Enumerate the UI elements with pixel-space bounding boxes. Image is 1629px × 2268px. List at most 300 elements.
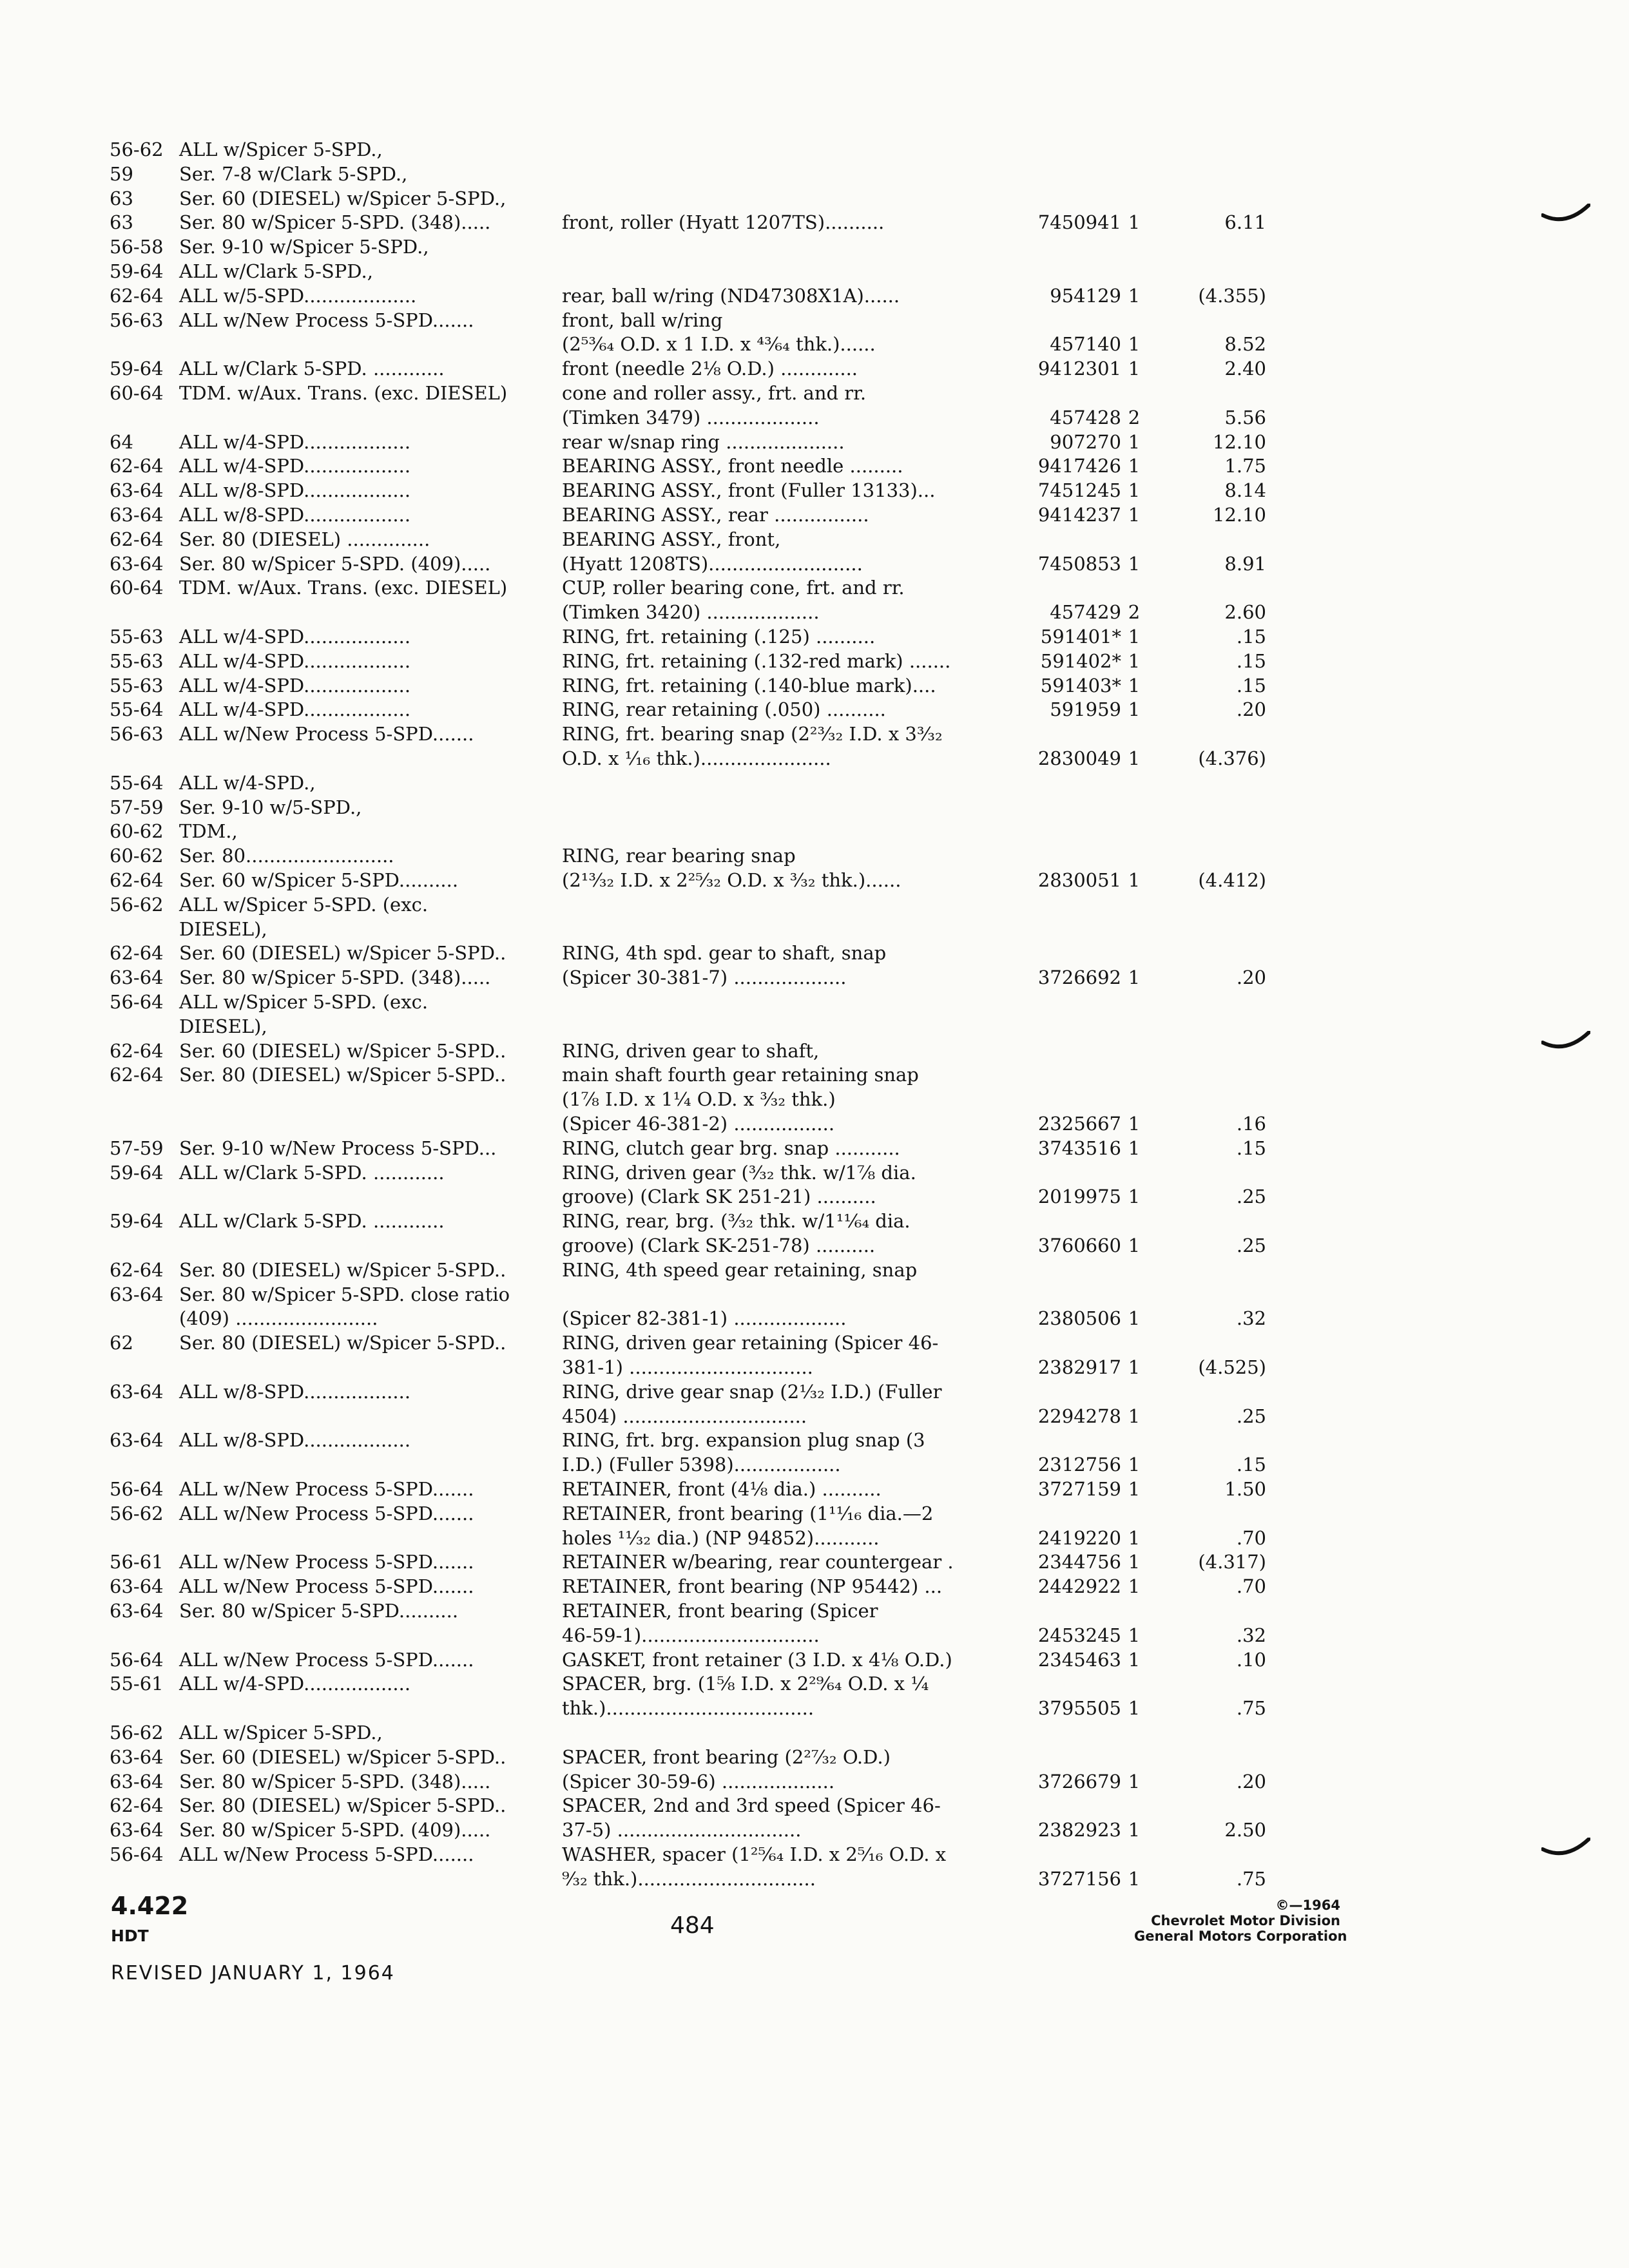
row-price: .15 bbox=[1236, 1137, 1266, 1159]
row-description: RETAINER, front bearing (NP 95442) ... bbox=[562, 1575, 943, 1598]
parts-row bbox=[0, 1549, 1629, 1575]
row-part-number: 7450941 bbox=[1037, 211, 1121, 234]
row-quantity: 1 bbox=[1128, 1307, 1141, 1330]
row-part-number: 3743516 bbox=[1037, 1137, 1121, 1159]
parts-row bbox=[0, 1792, 1629, 1818]
row-models: ALL w/4-SPD.................. bbox=[179, 455, 411, 477]
row-years: 63-64 bbox=[110, 966, 164, 989]
row-description: groove) (Clark SK 251-21) .......... bbox=[562, 1186, 876, 1208]
row-models: ALL w/Spicer 5-SPD., bbox=[179, 1722, 383, 1744]
row-models: Ser. 60 w/Spicer 5-SPD.......... bbox=[179, 869, 459, 891]
row-price: .25 bbox=[1236, 1405, 1266, 1427]
row-part-number: 2382923 bbox=[1037, 1819, 1121, 1841]
row-years: 56-63 bbox=[110, 309, 164, 331]
row-description: RING, clutch gear brg. snap ........... bbox=[562, 1137, 900, 1159]
row-price: 8.91 bbox=[1224, 552, 1266, 575]
division-name: Chevrolet Motor Division bbox=[1151, 1913, 1340, 1928]
row-description: 46-59-1).............................. bbox=[562, 1624, 820, 1646]
row-models: Ser. 80 w/Spicer 5-SPD. (348)..... bbox=[179, 211, 491, 234]
row-description: (Spicer 46-381-2) ................. bbox=[562, 1113, 835, 1135]
row-description: RING, driven gear (³⁄₃₂ thk. w/1⅞ dia. bbox=[562, 1161, 916, 1184]
row-models: Ser. 80 (DIESEL) w/Spicer 5-SPD.. bbox=[179, 1258, 506, 1281]
row-years: 63-64 bbox=[110, 479, 164, 502]
row-models: ALL w/4-SPD.................. bbox=[179, 698, 411, 721]
row-models: ALL w/New Process 5-SPD....... bbox=[179, 1502, 474, 1524]
row-description: RING, rear, brg. (³⁄₃₂ thk. w/1¹¹⁄₆₄ dia. bbox=[562, 1210, 911, 1233]
row-price: 6.11 bbox=[1224, 211, 1266, 234]
parts-row bbox=[0, 1086, 1629, 1112]
row-models: ALL w/8-SPD.................. bbox=[179, 504, 411, 526]
row-description: RING, 4th speed gear retaining, snap bbox=[562, 1258, 918, 1281]
row-description: RETAINER, front bearing (Spicer bbox=[562, 1600, 878, 1622]
row-models: Ser. 80......................... bbox=[179, 845, 394, 867]
row-years: 60-64 bbox=[110, 382, 164, 404]
row-quantity: 1 bbox=[1128, 626, 1141, 648]
row-part-number: 2382917 bbox=[1037, 1356, 1121, 1378]
row-part-number: 457428 bbox=[1050, 406, 1121, 428]
row-quantity: 1 bbox=[1128, 333, 1141, 356]
row-part-number: 2019975 bbox=[1037, 1186, 1121, 1208]
parts-row bbox=[0, 1038, 1629, 1064]
row-years: 60-62 bbox=[110, 820, 164, 843]
row-description: I.D.) (Fuller 5398).................. bbox=[562, 1454, 841, 1476]
row-quantity: 1 bbox=[1128, 1526, 1141, 1549]
parts-row bbox=[0, 234, 1629, 260]
parts-row bbox=[0, 137, 1629, 162]
row-years: 60-64 bbox=[110, 577, 164, 599]
row-price: .20 bbox=[1236, 1770, 1266, 1792]
row-price: 2.40 bbox=[1224, 358, 1266, 380]
row-part-number: 2345463 bbox=[1037, 1648, 1121, 1671]
row-price: (4.412) bbox=[1198, 869, 1266, 891]
row-models: ALL w/8-SPD.................. bbox=[179, 1429, 411, 1452]
row-models: Ser. 80 (DIESEL) w/Spicer 5-SPD.. bbox=[179, 1794, 506, 1817]
row-years: 63-64 bbox=[110, 1600, 164, 1622]
row-models: ALL w/New Process 5-SPD....... bbox=[179, 309, 474, 331]
parts-row bbox=[0, 1208, 1629, 1234]
row-description: BEARING ASSY., front (Fuller 13133)... bbox=[562, 479, 936, 502]
parts-row bbox=[0, 1744, 1629, 1770]
parts-row bbox=[0, 1062, 1629, 1088]
row-models: TDM. w/Aux. Trans. (exc. DIESEL) bbox=[179, 577, 508, 599]
row-price: 2.60 bbox=[1224, 601, 1266, 624]
row-part-number: 3795505 bbox=[1037, 1697, 1121, 1720]
row-years: 62-64 bbox=[110, 869, 164, 891]
row-price: .20 bbox=[1236, 698, 1266, 721]
parts-row bbox=[0, 405, 1629, 430]
binder-hole-mark bbox=[1541, 1031, 1590, 1053]
parts-row bbox=[0, 843, 1629, 869]
row-years: 62-64 bbox=[110, 455, 164, 477]
row-description: 4504) ............................... bbox=[562, 1405, 807, 1427]
parts-row bbox=[0, 1452, 1629, 1477]
row-years: 62-64 bbox=[110, 1064, 164, 1086]
row-models: Ser. 80 w/Spicer 5-SPD. (348)..... bbox=[179, 966, 491, 989]
row-quantity: 1 bbox=[1128, 674, 1141, 697]
row-years: 56-62 bbox=[110, 893, 164, 916]
parts-row bbox=[0, 1476, 1629, 1502]
row-quantity: 1 bbox=[1128, 698, 1141, 721]
row-price: 1.50 bbox=[1224, 1478, 1266, 1500]
revision-date: REVISED JANUARY 1, 1964 bbox=[111, 1962, 395, 1984]
parts-row bbox=[0, 477, 1629, 503]
row-models: ALL w/4-SPD.................. bbox=[179, 649, 411, 672]
row-description: RETAINER, front bearing (1¹¹⁄₁₆ dia.—2 bbox=[562, 1502, 934, 1524]
row-years: 55-63 bbox=[110, 649, 164, 672]
row-quantity: 1 bbox=[1128, 869, 1141, 891]
row-description: ⁹⁄₃₂ thk.).............................. bbox=[562, 1867, 816, 1890]
row-part-number: 591401* bbox=[1040, 626, 1121, 648]
row-description: holes ¹¹⁄₃₂ dia.) (NP 94852)........... bbox=[562, 1526, 880, 1549]
row-quantity: 1 bbox=[1128, 649, 1141, 672]
row-part-number: 591403* bbox=[1040, 674, 1121, 697]
parts-row bbox=[0, 1427, 1629, 1453]
row-models: Ser. 7-8 w/Clark 5-SPD., bbox=[179, 162, 408, 185]
parts-row bbox=[0, 380, 1629, 406]
row-description: main shaft fourth gear retaining snap bbox=[562, 1064, 919, 1086]
row-models: ALL w/Clark 5-SPD. ............ bbox=[179, 1161, 445, 1184]
row-quantity: 1 bbox=[1128, 1624, 1141, 1646]
row-models: ALL w/New Process 5-SPD....... bbox=[179, 1575, 474, 1598]
row-models: ALL w/4-SPD.................. bbox=[179, 430, 411, 453]
row-years: 55-64 bbox=[110, 698, 164, 721]
row-quantity: 1 bbox=[1128, 1867, 1141, 1890]
row-years: 62-64 bbox=[110, 284, 164, 307]
parts-row bbox=[0, 186, 1629, 211]
parts-row bbox=[0, 551, 1629, 577]
parts-row bbox=[0, 575, 1629, 601]
row-quantity: 1 bbox=[1128, 1235, 1141, 1256]
parts-row bbox=[0, 1330, 1629, 1356]
row-description: cone and roller assy., frt. and rr. bbox=[562, 382, 867, 404]
parts-row bbox=[0, 1379, 1629, 1405]
row-years: 63-64 bbox=[110, 1745, 164, 1768]
row-years: 62-64 bbox=[110, 1794, 164, 1817]
row-description: O.D. x ¹⁄₁₆ thk.)...................... bbox=[562, 747, 831, 769]
parts-row bbox=[0, 1501, 1629, 1526]
parts-row bbox=[0, 1354, 1629, 1380]
parts-row bbox=[0, 721, 1629, 747]
row-years: 62-64 bbox=[110, 942, 164, 965]
row-models: ALL w/Clark 5-SPD. ............ bbox=[179, 358, 445, 380]
row-description: WASHER, spacer (1²⁵⁄₆₄ I.D. x 2⁵⁄₁₆ O.D. x bbox=[562, 1843, 947, 1865]
row-quantity: 1 bbox=[1128, 1137, 1141, 1159]
row-description: front (needle 2⅛ O.D.) ............. bbox=[562, 358, 858, 380]
row-description: BEARING ASSY., rear ................ bbox=[562, 504, 869, 526]
parts-row bbox=[0, 1817, 1629, 1843]
parts-row bbox=[0, 1841, 1629, 1867]
row-years: 56-64 bbox=[110, 1478, 164, 1500]
row-models: ALL w/4-SPD.................. bbox=[179, 1673, 411, 1695]
row-years: 63 bbox=[110, 211, 133, 234]
row-part-number: 3726679 bbox=[1037, 1770, 1121, 1792]
row-part-number: 9414237 bbox=[1037, 504, 1121, 526]
row-models: ALL w/5-SPD................... bbox=[179, 284, 417, 307]
row-models: ALL w/8-SPD.................. bbox=[179, 1380, 411, 1403]
row-models: Ser. 80 w/Spicer 5-SPD.......... bbox=[179, 1600, 459, 1622]
parts-row bbox=[0, 526, 1629, 552]
parts-row bbox=[0, 429, 1629, 455]
row-models: (409) ........................ bbox=[179, 1307, 378, 1330]
row-description: 37-5) ............................... bbox=[562, 1819, 802, 1841]
row-quantity: 1 bbox=[1128, 1697, 1141, 1720]
row-years: 63-64 bbox=[110, 1575, 164, 1598]
parts-row bbox=[0, 1282, 1629, 1307]
row-price: .70 bbox=[1236, 1526, 1266, 1549]
parts-row bbox=[0, 1647, 1629, 1673]
parts-row bbox=[0, 258, 1629, 284]
row-description: RING, drive gear snap (2¹⁄₃₂ I.D.) (Fuller bbox=[562, 1380, 942, 1403]
row-models: ALL w/New Process 5-SPD....... bbox=[179, 1478, 474, 1500]
row-part-number: 591959 bbox=[1050, 698, 1121, 721]
parts-row bbox=[0, 1720, 1629, 1745]
row-quantity: 2 bbox=[1128, 406, 1141, 428]
row-models: TDM., bbox=[179, 820, 238, 843]
row-years: 56-58 bbox=[110, 236, 164, 258]
row-description: CUP, roller bearing cone, frt. and rr. bbox=[562, 577, 905, 599]
parts-row bbox=[0, 624, 1629, 649]
row-description: RING, frt. retaining (.140-blue mark).... bbox=[562, 674, 936, 697]
row-quantity: 1 bbox=[1128, 1770, 1141, 1792]
row-description: (Spicer 82-381-1) ................... bbox=[562, 1307, 847, 1330]
row-part-number: 3726692 bbox=[1037, 966, 1121, 989]
row-description: front, roller (Hyatt 1207TS).......... bbox=[562, 211, 885, 234]
row-description: RING, driven gear to shaft, bbox=[562, 1039, 820, 1062]
row-description: RING, frt. bearing snap (2²³⁄₃₂ I.D. x 3³⁄₃₂ bbox=[562, 723, 943, 745]
row-price: .75 bbox=[1236, 1697, 1266, 1720]
row-part-number: 3727159 bbox=[1037, 1478, 1121, 1500]
parts-row bbox=[0, 307, 1629, 333]
parts-row bbox=[0, 1257, 1629, 1283]
row-part-number: 2442922 bbox=[1037, 1575, 1121, 1598]
binder-hole-mark bbox=[1541, 1838, 1590, 1860]
row-quantity: 1 bbox=[1128, 211, 1141, 234]
row-models: Ser. 60 (DIESEL) w/Spicer 5-SPD.. bbox=[179, 1745, 506, 1768]
row-part-number: 9417426 bbox=[1037, 455, 1121, 477]
row-quantity: 1 bbox=[1128, 455, 1141, 477]
parts-row bbox=[0, 818, 1629, 844]
row-quantity: 1 bbox=[1128, 1405, 1141, 1427]
row-part-number: 2344756 bbox=[1037, 1551, 1121, 1573]
parts-row bbox=[0, 867, 1629, 893]
row-models: Ser. 80 (DIESEL) w/Spicer 5-SPD.. bbox=[179, 1332, 506, 1354]
row-description: (Spicer 30-381-7) ................... bbox=[562, 966, 847, 989]
parts-row bbox=[0, 1305, 1629, 1331]
parts-row bbox=[0, 770, 1629, 796]
row-years: 63-64 bbox=[110, 1429, 164, 1452]
row-quantity: 1 bbox=[1128, 1186, 1141, 1208]
row-models: ALL w/4-SPD., bbox=[179, 771, 316, 794]
row-part-number: 7451245 bbox=[1037, 479, 1121, 502]
row-price: .25 bbox=[1236, 1186, 1266, 1208]
row-part-number: 2294278 bbox=[1037, 1405, 1121, 1427]
row-price: .15 bbox=[1236, 626, 1266, 648]
row-quantity: 1 bbox=[1128, 1819, 1141, 1841]
row-description: (2¹³⁄₃₂ I.D. x 2²⁵⁄₃₂ O.D. x ³⁄₃₂ thk.)...... bbox=[562, 869, 901, 891]
row-years: 63-64 bbox=[110, 504, 164, 526]
row-description: (Hyatt 1208TS).......................... bbox=[562, 552, 863, 575]
row-quantity: 1 bbox=[1128, 284, 1141, 307]
parts-row bbox=[0, 356, 1629, 381]
row-price: .25 bbox=[1236, 1235, 1266, 1256]
row-price: 8.52 bbox=[1224, 333, 1266, 356]
parts-row bbox=[0, 1622, 1629, 1648]
row-quantity: 1 bbox=[1128, 479, 1141, 502]
row-part-number: 3760660 bbox=[1037, 1235, 1121, 1256]
row-description: RETAINER, front (4⅛ dia.) .......... bbox=[562, 1478, 882, 1500]
row-years: 59-64 bbox=[110, 260, 164, 282]
row-models: Ser. 60 (DIESEL) w/Spicer 5-SPD.. bbox=[179, 1039, 506, 1062]
row-models: ALL w/New Process 5-SPD....... bbox=[179, 723, 474, 745]
row-description: BEARING ASSY., front, bbox=[562, 528, 781, 550]
row-years: 62-64 bbox=[110, 1258, 164, 1281]
row-years: 55-61 bbox=[110, 1673, 164, 1695]
row-price: .70 bbox=[1236, 1575, 1266, 1598]
row-years: 62 bbox=[110, 1332, 133, 1354]
row-price: 1.75 bbox=[1224, 455, 1266, 477]
row-description: RING, frt. retaining (.132-red mark) ....... bbox=[562, 649, 951, 672]
row-price: (4.317) bbox=[1198, 1551, 1266, 1573]
row-years: 63-64 bbox=[110, 552, 164, 575]
parts-row bbox=[0, 673, 1629, 698]
parts-row bbox=[0, 989, 1629, 1015]
row-price: 5.56 bbox=[1224, 406, 1266, 428]
row-years: 59-64 bbox=[110, 358, 164, 380]
parts-row bbox=[0, 1184, 1629, 1209]
row-quantity: 1 bbox=[1128, 430, 1141, 453]
row-models: ALL w/4-SPD.................. bbox=[179, 674, 411, 697]
row-years: 56-62 bbox=[110, 1722, 164, 1744]
row-description: BEARING ASSY., front needle ......... bbox=[562, 455, 903, 477]
row-years: 59 bbox=[110, 162, 133, 185]
row-models: ALL w/4-SPD.................. bbox=[179, 626, 411, 648]
row-years: 56-61 bbox=[110, 1551, 164, 1573]
row-quantity: 1 bbox=[1128, 966, 1141, 989]
parts-row bbox=[0, 1014, 1629, 1039]
row-years: 63-64 bbox=[110, 1380, 164, 1403]
row-quantity: 1 bbox=[1128, 1356, 1141, 1378]
sub-code: HDT bbox=[111, 1927, 149, 1945]
row-description: thk.)................................... bbox=[562, 1697, 815, 1720]
row-description: (1⅞ I.D. x 1¼ O.D. x ³⁄₃₂ thk.) bbox=[562, 1088, 836, 1111]
parts-row bbox=[0, 1890, 1629, 1916]
row-years: 57-59 bbox=[110, 1137, 164, 1159]
row-models: Ser. 80 (DIESEL) w/Spicer 5-SPD.. bbox=[179, 1064, 506, 1086]
row-price: 12.10 bbox=[1212, 430, 1266, 453]
parts-row bbox=[0, 502, 1629, 528]
row-quantity: 1 bbox=[1128, 504, 1141, 526]
row-years: 62-64 bbox=[110, 528, 164, 550]
row-models: Ser. 60 (DIESEL) w/Spicer 5-SPD.. bbox=[179, 942, 506, 965]
row-years: 63-64 bbox=[110, 1770, 164, 1792]
row-quantity: 1 bbox=[1128, 1454, 1141, 1476]
binder-hole-mark bbox=[1541, 204, 1590, 226]
row-models: DIESEL), bbox=[179, 1015, 267, 1037]
row-quantity: 1 bbox=[1128, 552, 1141, 575]
row-description: (Spicer 30-59-6) ................... bbox=[562, 1770, 835, 1792]
row-models: Ser. 80 w/Spicer 5-SPD. (409)..... bbox=[179, 1819, 491, 1841]
row-years: 63-64 bbox=[110, 1283, 164, 1305]
parts-row bbox=[0, 892, 1629, 918]
row-quantity: 1 bbox=[1128, 1113, 1141, 1135]
row-price: .32 bbox=[1236, 1624, 1266, 1646]
copyright-notice: ©—1964 bbox=[1275, 1898, 1340, 1913]
row-part-number: 954129 bbox=[1050, 284, 1121, 307]
row-models: Ser. 80 w/Spicer 5-SPD. close ratio bbox=[179, 1283, 510, 1305]
row-price: .32 bbox=[1236, 1307, 1266, 1330]
row-models: ALL w/Clark 5-SPD. ............ bbox=[179, 1210, 445, 1233]
row-part-number: 2312756 bbox=[1037, 1454, 1121, 1476]
row-years: 56-64 bbox=[110, 1843, 164, 1865]
row-price: .15 bbox=[1236, 674, 1266, 697]
parts-row bbox=[0, 794, 1629, 820]
row-part-number: 457429 bbox=[1050, 601, 1121, 624]
parts-row bbox=[0, 1598, 1629, 1624]
row-description: SPACER, front bearing (2²⁷⁄₃₂ O.D.) bbox=[562, 1745, 891, 1768]
row-models: TDM. w/Aux. Trans. (exc. DIESEL) bbox=[179, 382, 508, 404]
row-price: 8.14 bbox=[1224, 479, 1266, 502]
parts-row bbox=[0, 965, 1629, 990]
parts-row bbox=[0, 453, 1629, 479]
row-price: .16 bbox=[1236, 1113, 1266, 1135]
row-years: 56-63 bbox=[110, 723, 164, 745]
corporation-name: General Motors Corporation bbox=[1134, 1928, 1347, 1944]
parts-row bbox=[0, 1525, 1629, 1551]
row-models: ALL w/New Process 5-SPD....... bbox=[179, 1843, 474, 1865]
row-description: RING, frt. brg. expansion plug snap (3 bbox=[562, 1429, 925, 1452]
row-description: (Timken 3479) ................... bbox=[562, 406, 820, 428]
section-code: 4.422 bbox=[111, 1892, 189, 1920]
row-quantity: 1 bbox=[1128, 358, 1141, 380]
row-models: ALL w/Spicer 5-SPD. (exc. bbox=[179, 893, 429, 916]
parts-row bbox=[0, 745, 1629, 771]
parts-row bbox=[0, 1111, 1629, 1137]
row-years: 59-64 bbox=[110, 1161, 164, 1184]
row-quantity: 1 bbox=[1128, 747, 1141, 769]
row-part-number: 2419220 bbox=[1037, 1526, 1121, 1549]
row-part-number: 2325667 bbox=[1037, 1113, 1121, 1135]
row-models: Ser. 80 w/Spicer 5-SPD. (348)..... bbox=[179, 1770, 491, 1792]
parts-row bbox=[0, 916, 1629, 942]
row-part-number: 2830049 bbox=[1037, 747, 1121, 769]
row-price: .20 bbox=[1236, 966, 1266, 989]
row-price: 12.10 bbox=[1212, 504, 1266, 526]
row-part-number: 457140 bbox=[1050, 333, 1121, 356]
row-price: (4.376) bbox=[1198, 747, 1266, 769]
parts-row bbox=[0, 1671, 1629, 1696]
row-quantity: 2 bbox=[1128, 601, 1141, 624]
row-price: .15 bbox=[1236, 1454, 1266, 1476]
row-price: (4.355) bbox=[1198, 284, 1266, 307]
row-years: 56-62 bbox=[110, 1502, 164, 1524]
parts-row bbox=[0, 648, 1629, 674]
row-description: SPACER, brg. (1⅝ I.D. x 2²⁹⁄₆₄ O.D. x ¼ bbox=[562, 1673, 929, 1695]
parts-row bbox=[0, 940, 1629, 966]
row-description: groove) (Clark SK-251-78) .......... bbox=[562, 1235, 876, 1256]
parts-row bbox=[0, 1135, 1629, 1161]
row-quantity: 1 bbox=[1128, 1478, 1141, 1500]
row-description: RETAINER w/bearing, rear countergear . bbox=[562, 1551, 954, 1573]
row-models: Ser. 80 (DIESEL) .............. bbox=[179, 528, 430, 550]
row-years: 60-62 bbox=[110, 845, 164, 867]
row-years: 63 bbox=[110, 187, 133, 209]
row-years: 57-59 bbox=[110, 796, 164, 818]
row-years: 56-64 bbox=[110, 991, 164, 1013]
row-description: 381-1) ............................... bbox=[562, 1356, 813, 1378]
row-description: rear w/snap ring .................... bbox=[562, 430, 845, 453]
row-models: ALL w/Clark 5-SPD., bbox=[179, 260, 373, 282]
row-price: .15 bbox=[1236, 649, 1266, 672]
